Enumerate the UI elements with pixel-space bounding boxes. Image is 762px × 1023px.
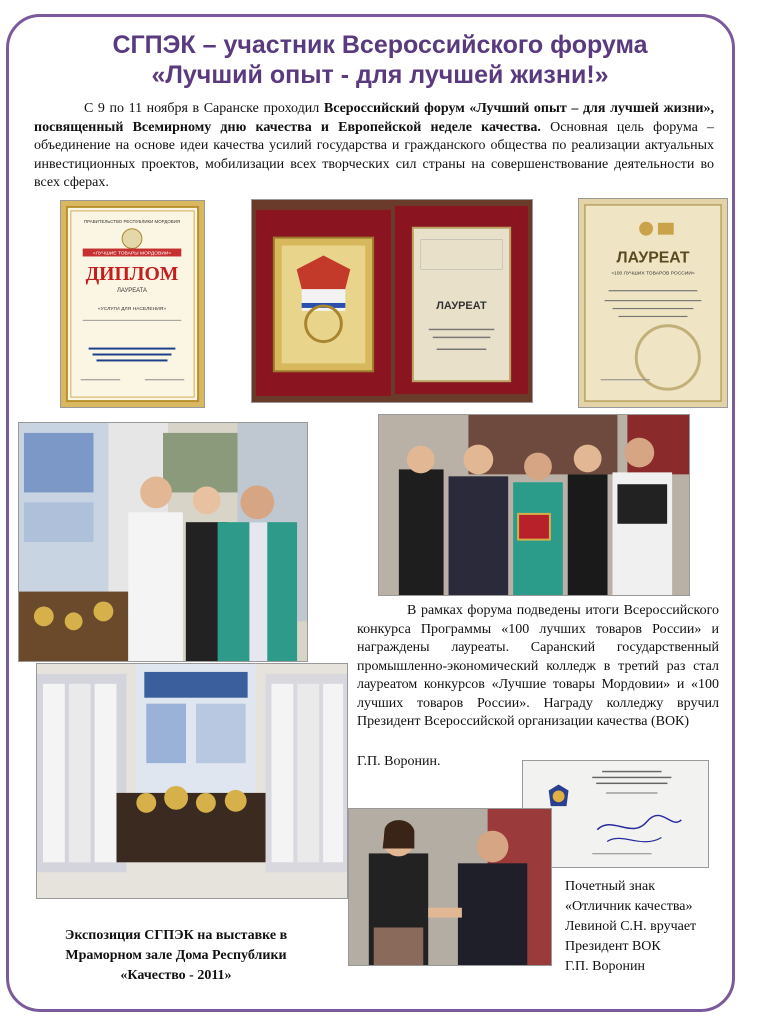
- diploma-nomination: «УСЛУГИ ДЛЯ НАСЕЛЕНИЯ»: [97, 306, 167, 312]
- diploma-ribbon-text: «ЛУЧШИЕ ТОВАРЫ МОРДОВИИ»: [92, 251, 172, 257]
- intro-rest: Основная цель форума – объединение на основе идеи качества усилий государства и гражданского общества по реализации актуальных инвестиционных проектов, мобилизации всех творческих сил страны на совершенствование деятельности во всех сферах.: [34, 119, 714, 190]
- handshake-photo: [348, 808, 552, 966]
- caption-left-line-2: Мраморном зале Дома Республики: [65, 948, 287, 963]
- description-signature: Г.П. Воронин.: [357, 754, 441, 769]
- intro-paragraph: [34, 100, 714, 193]
- laureate-sub: «100 ЛУЧШИХ ТОВАРОВ РОССИИ»: [611, 271, 695, 277]
- caption-exhibition: [36, 926, 316, 986]
- caption-right-line-4: Президент ВОК: [565, 939, 661, 954]
- caption-right-line-1: Почетный знак: [565, 879, 656, 894]
- exhibition-stands-photo: [36, 663, 348, 899]
- laureate-heading: ЛАУРЕАТ: [616, 249, 690, 267]
- intro-lead: С 9 по 11 ноября в Саранске проходил: [84, 101, 324, 116]
- award-ceremony-photo: [378, 414, 690, 596]
- award-box-image: [251, 199, 533, 403]
- caption-left-line-3: «Качество - 2011»: [120, 968, 232, 983]
- caption-badge: [565, 877, 735, 977]
- plaque-heading: ЛАУРЕАТ: [436, 299, 487, 312]
- title-line-1: СГПЭК – участник Всероссийского форума: [112, 31, 648, 59]
- diploma-heading: ДИПЛОМ: [85, 263, 179, 286]
- exhibition-women-photo: [18, 422, 308, 662]
- title-line-2: «Лучший опыт - для лучшей жизни!»: [151, 61, 609, 89]
- caption-right-line-2: «Отличник качества»: [565, 899, 693, 914]
- description-paragraph: В рамках форума подведены итоги Всероссийского конкурса Программы «100 лучших товаров России» и награждены лауреаты. Саранский государственный промышленно-экономический колледж в третий раз стал лауреатом конкурсов «Лучшие товары Мордовии» и «100 лучших товаров России». Награду колледжу вручил Президент Всероссийской организации качества (ВОК): [357, 603, 719, 729]
- diploma-image: [60, 200, 205, 408]
- laureate-certificate-image: [578, 198, 728, 408]
- diploma-top-text: ПРАВИТЕЛЬСТВО РЕСПУБЛИКИ МОРДОВИЯ: [83, 218, 181, 224]
- caption-left-line-1: Экспозиция СГПЭК на выставке в: [64, 928, 288, 943]
- page-title: [30, 30, 730, 90]
- caption-right-line-5: Г.П. Воронин: [565, 959, 645, 974]
- caption-right-line-3: Левиной С.Н. вручает: [565, 919, 697, 934]
- intro-bold: Всероссийский форум «Лучший опыт – для лучшей жизни», посвященный Всемирному дню качества и Европейской неделе качества.: [34, 101, 714, 135]
- diploma-sub: ЛАУРЕАТА: [117, 288, 147, 295]
